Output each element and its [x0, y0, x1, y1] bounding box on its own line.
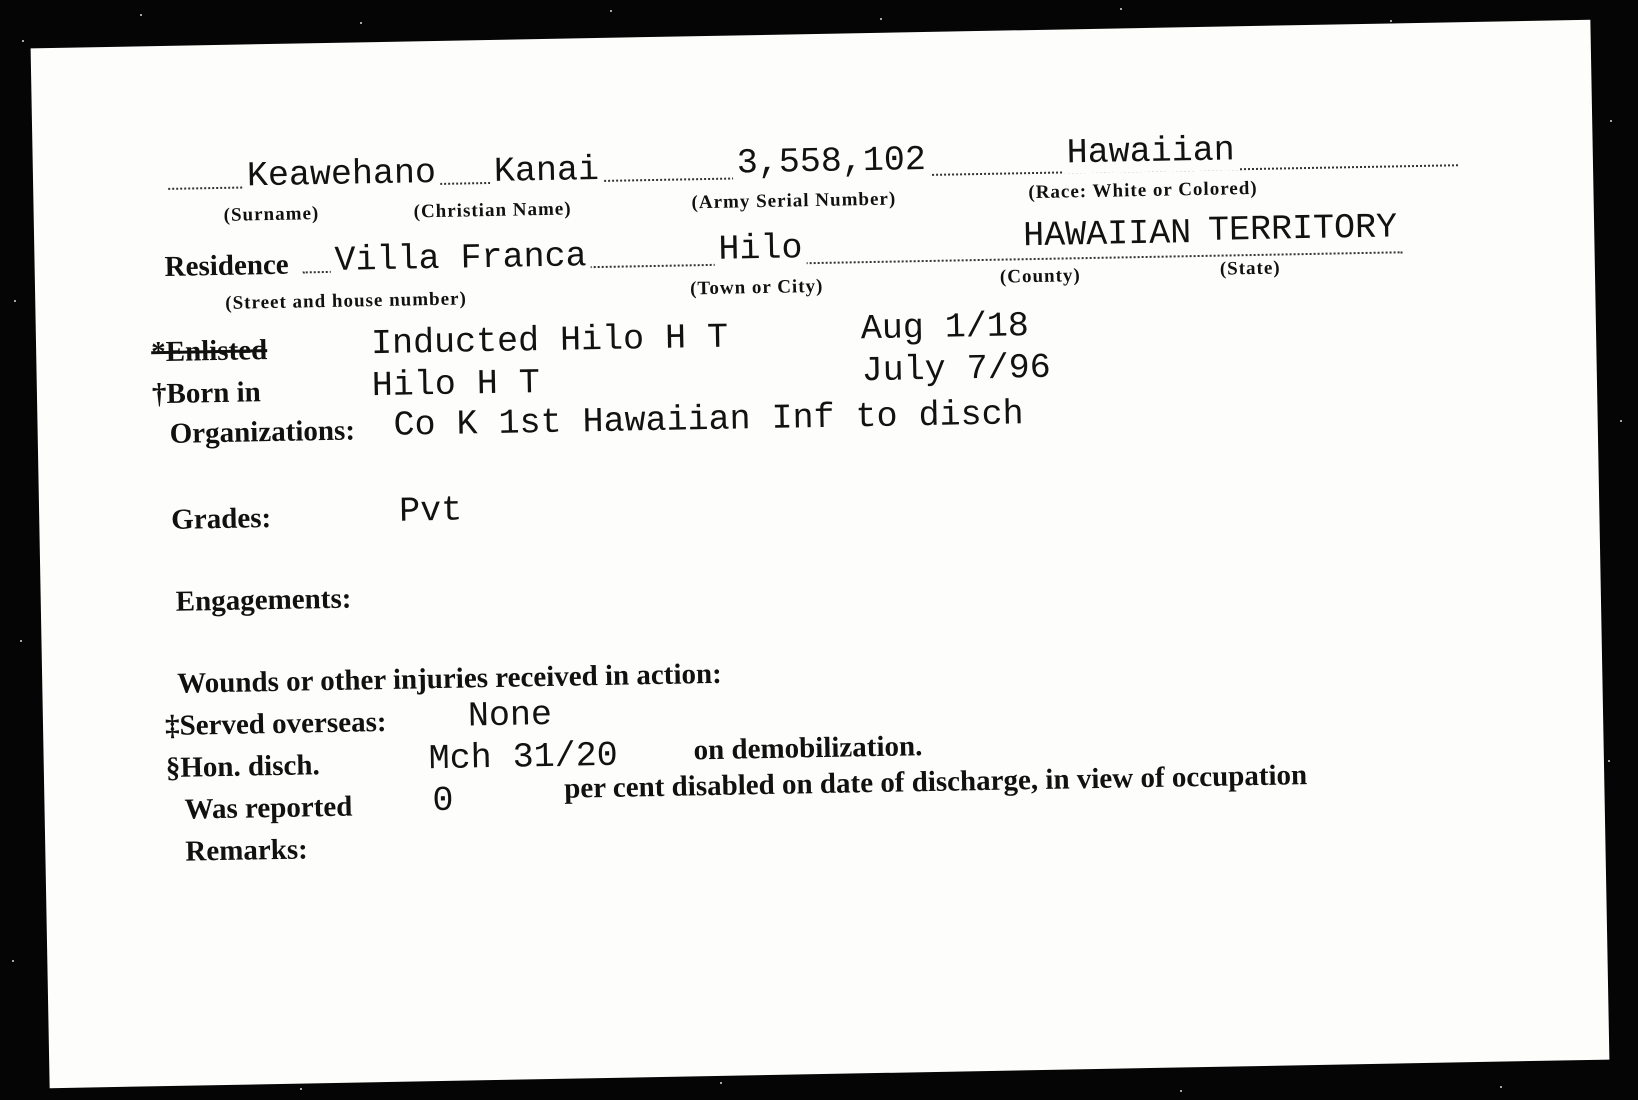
reported-value: 0: [432, 780, 454, 822]
organizations-value: Co K 1st Hawaiian Inf to disch: [393, 394, 1024, 446]
enlisted-value: Inducted Hilo H T: [370, 317, 729, 365]
residence-label: Residence: [164, 249, 293, 284]
discharge-value: Mch 31/20: [428, 735, 619, 780]
residence-state-caption: (State): [1219, 257, 1281, 280]
service-record-card: [31, 20, 1610, 1088]
christian-name-caption: (Christian Name): [413, 198, 572, 223]
wounds-label: Wounds or other injuries received in action:: [176, 657, 723, 700]
reported-suffix: per cent disabled on date of discharge, in view of occupation: [563, 759, 1308, 805]
grades-value: Pvt: [398, 490, 463, 532]
residence-county-value: HAWAIIAN: [1019, 213, 1196, 256]
race-value: Hawaiian: [1062, 130, 1239, 173]
serial-number-caption: (Army Serial Number): [691, 188, 897, 214]
residence-street-caption: (Street and house number): [225, 288, 468, 314]
enlisted-date: Aug 1/18: [860, 306, 1030, 350]
born-date: July 7/96: [861, 347, 1052, 392]
remarks-label: Remarks:: [185, 833, 309, 868]
surname-caption: (Surname): [223, 203, 320, 226]
residence-town-caption: (Town or City): [689, 275, 824, 300]
discharge-label: §Hon. disch.: [165, 749, 321, 785]
reported-label: Was reported: [184, 790, 353, 826]
born-label: †Born in: [151, 376, 262, 411]
christian-name-value: Kanai: [490, 150, 604, 192]
discharge-suffix: on demobilization.: [693, 730, 923, 767]
serial-number-value: 3,558,102: [732, 140, 930, 184]
served-overseas-label: ‡Served overseas:: [164, 705, 387, 743]
grades-label: Grades:: [170, 502, 272, 536]
surname-value: Keawehano: [243, 153, 441, 197]
organizations-label: Organizations:: [169, 414, 356, 450]
born-value: Hilo H T: [371, 363, 541, 407]
residence-street-value: Villa Franca: [330, 236, 591, 281]
residence-state-value: TERRITORY: [1204, 207, 1402, 251]
engagements-label: Engagements:: [175, 582, 352, 618]
served-overseas-value: None: [467, 694, 553, 737]
residence-town-value: Hilo: [714, 228, 807, 270]
race-caption: (Race: White or Colored): [1028, 177, 1258, 204]
residence-county-caption: (County): [999, 265, 1081, 288]
enlisted-label: *Enlisted: [150, 334, 268, 369]
